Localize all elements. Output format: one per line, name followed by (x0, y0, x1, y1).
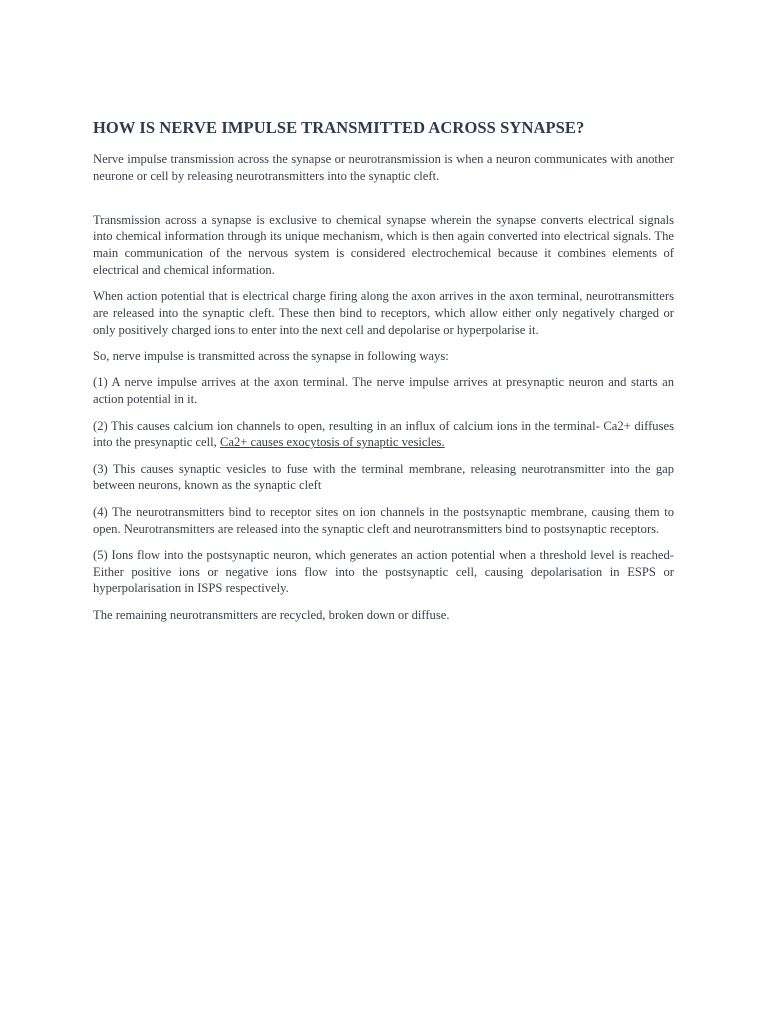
step-1-paragraph: (1) A nerve impulse arrives at the axon terminal. The nerve impulse arrives at presynaptic neuron and starts an action potential in it. (93, 375, 674, 407)
step-3-paragraph: (3) This causes synaptic vesicles to fuse with the terminal membrane, releasing neurotransmitter into the gap between neurons, known as the synaptic cleft (93, 461, 674, 493)
document-title: HOW IS NERVE IMPULSE TRANSMITTED ACROSS SYNAPSE? (93, 118, 585, 137)
document-page (93, 118, 674, 633)
step-4-paragraph: (4) The neurotransmitters bind to receptor sites on ion channels in the postsynaptic membrane, causing them to open. Neurotransmitters are released into the synaptic cleft and neurotransmitters bind to postsynaptic receptors. (93, 504, 674, 536)
synapse-transmission-paragraph: Transmission across a synapse is exclusive to chemical synapse wherein the synapse converts electrical signals into chemical information through its unique mechanism, which is then again converted into electrical signals. The main communication of the nervous system is considered electrochemical because it combines elements of electrical and chemical information. (93, 212, 674, 277)
closing-paragraph: The remaining neurotransmitters are recycled, broken down or diffuse. (93, 607, 450, 622)
steps-intro-paragraph: So, nerve impulse is transmitted across the synapse in following ways: (93, 349, 449, 364)
step-5-paragraph: (5) Ions flow into the postsynaptic neuron, which generates an action potential when a threshold level is reached- Either positive ions or negative ions flow into the postsynaptic cell, causing depolarisation in ESPS or hyperpolarisation in ISPS respectively. (93, 547, 674, 596)
intro-paragraph: Nerve impulse transmission across the synapse or neurotransmission is when a neuron communicates with another neurone or cell by releasing neurotransmitters into the synaptic cleft. (93, 152, 674, 183)
step-2-text: (2) This causes calcium ion channels to open, resulting in an influx of calcium ions in the terminal- Ca2+ diffuses into the presynaptic cell, (93, 418, 674, 450)
action-potential-paragraph: When action potential that is electrical charge firing along the axon arrives in the axon terminal, neurotransmitters are released into the synaptic cleft. These then bind to receptors, which allow either only negatively charged or only positively charged ions to enter into the next cell and depolarise or hyperpolarise it. (93, 289, 674, 337)
step-2-paragraph (93, 418, 674, 452)
exocytosis-link[interactable]: Ca2+ causes exocytosis of synaptic vesicles. (219, 435, 445, 450)
